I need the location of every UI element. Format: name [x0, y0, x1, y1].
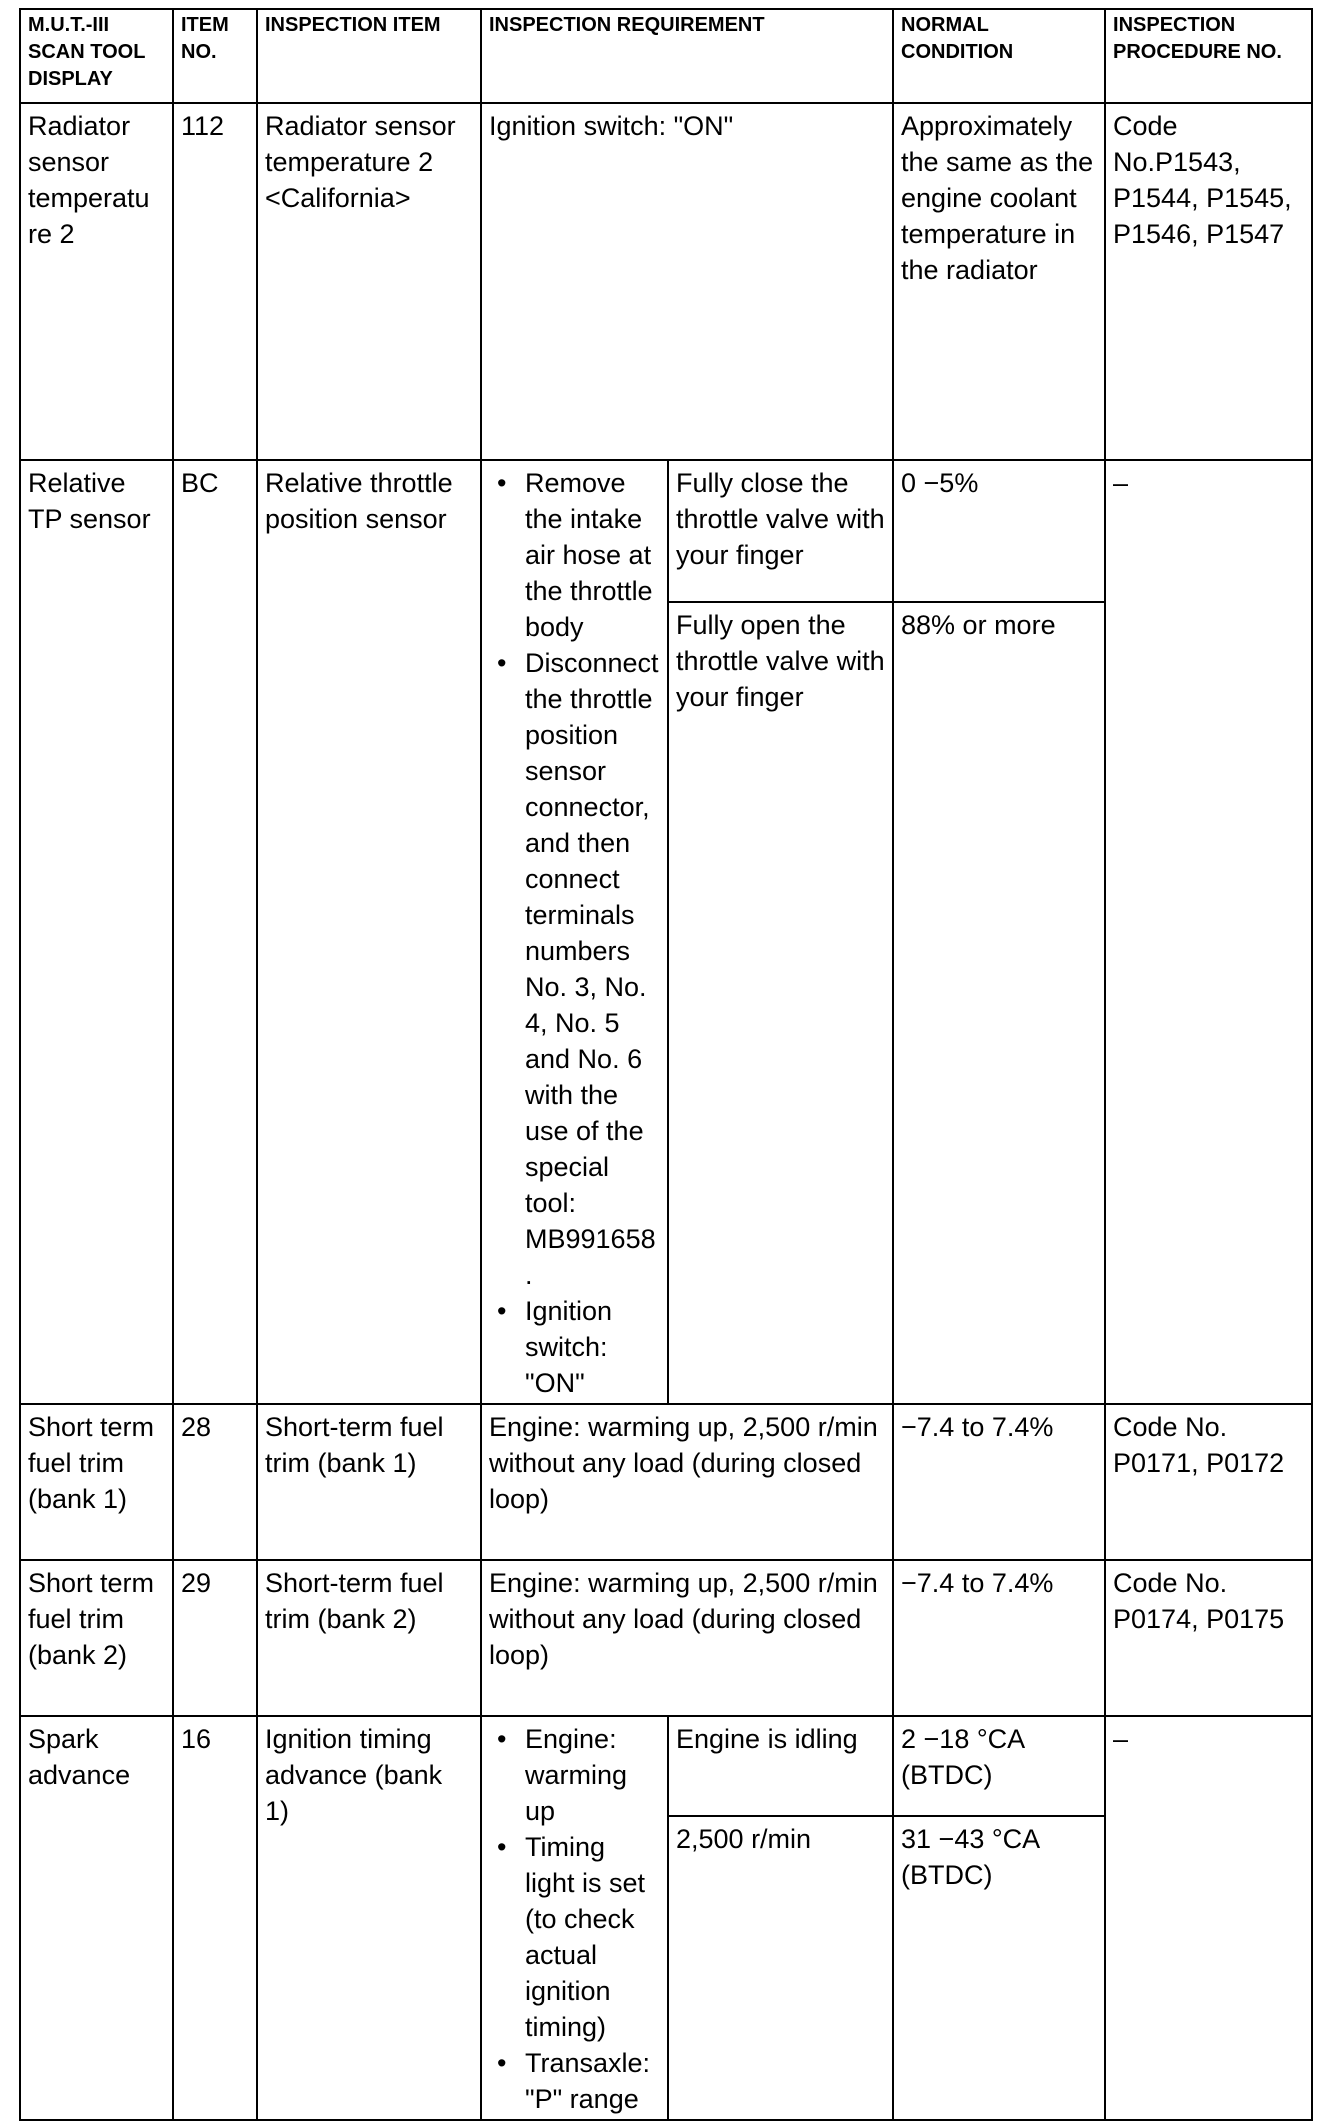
cell-requirement: Engine: warming up, 2,500 r/min without any load (during closed loop)	[481, 1404, 893, 1560]
cell-procedure-no: –	[1105, 1716, 1312, 2120]
cell-procedure-no: Code No. P0171, P0172	[1105, 1404, 1312, 1560]
table-row	[20, 1716, 1312, 1816]
cell-normal-condition: −7.4 to 7.4%	[893, 1560, 1105, 1716]
list-item: • Remove the intake air hose at the throttle body	[525, 465, 660, 645]
header-inspection-item: INSPECTION ITEM	[257, 9, 481, 103]
table-header-row	[20, 9, 1312, 103]
cell-item-no: 28	[173, 1404, 257, 1560]
cell-display: Spark advance	[20, 1716, 173, 2120]
cell-normal-condition: 88% or more	[893, 602, 1105, 1404]
cell-inspection-item: Radiator sensor temperature 2 <California>	[257, 103, 481, 460]
table-row	[20, 103, 1312, 460]
cell-sub-condition: Engine is idling	[668, 1716, 893, 1816]
table-row	[20, 460, 1312, 602]
requirement-list	[489, 1721, 660, 2117]
cell-normal-condition: −7.4 to 7.4%	[893, 1404, 1105, 1560]
list-item: • Engine: warming up	[525, 1721, 660, 1829]
cell-display: Short term fuel trim (bank 2)	[20, 1560, 173, 1716]
cell-procedure-no: Code No. P0174, P0175	[1105, 1560, 1312, 1716]
cell-inspection-item: Short-term fuel trim (bank 1)	[257, 1404, 481, 1560]
cell-normal-condition: Approximately the same as the engine coolant temperature in the radiator	[893, 103, 1105, 460]
cell-sub-condition: 2,500 r/min	[668, 1816, 893, 2120]
cell-normal-condition: 0 −5%	[893, 460, 1105, 602]
cell-sub-condition: Fully open the throttle valve with your finger	[668, 602, 893, 1404]
cell-inspection-item: Ignition timing advance (bank 1)	[257, 1716, 481, 2120]
cell-inspection-item: Relative throttle position sensor	[257, 460, 481, 1404]
cell-normal-condition: 31 −43 °CA (BTDC)	[893, 1816, 1105, 2120]
cell-inspection-item: Short-term fuel trim (bank 2)	[257, 1560, 481, 1716]
list-item: • Transaxle: "P" range	[525, 2045, 660, 2117]
header-inspection-requirement: INSPECTION REQUIREMENT	[481, 9, 893, 103]
cell-item-no: 16	[173, 1716, 257, 2120]
cell-requirement: Ignition switch: "ON"	[481, 103, 893, 460]
cell-display: Short term fuel trim (bank 1)	[20, 1404, 173, 1560]
cell-requirement-bullets	[481, 1716, 668, 2120]
cell-item-no: 29	[173, 1560, 257, 1716]
list-item: • Ignition switch: "ON"	[525, 1293, 660, 1401]
cell-procedure-no: Code No.P1543, P1544, P1545, P1546, P1547	[1105, 103, 1312, 460]
cell-normal-condition: 2 −18 °CA (BTDC)	[893, 1716, 1105, 1816]
cell-display: Relative TP sensor	[20, 460, 173, 1404]
cell-item-no: 112	[173, 103, 257, 460]
cell-procedure-no: –	[1105, 460, 1312, 1404]
cell-item-no: BC	[173, 460, 257, 1404]
header-normal-condition: NORMAL CONDITION	[893, 9, 1105, 103]
table-row	[20, 1560, 1312, 1716]
cell-requirement: Engine: warming up, 2,500 r/min without any load (during closed loop)	[481, 1560, 893, 1716]
list-item: • Timing light is set (to check actual ignition timing)	[525, 1829, 660, 2045]
inspection-table	[19, 8, 1313, 2121]
list-item: • Disconnect the throttle position sensor connector, and then connect terminals numbers No. 3, No. 4, No. 5 and No. 6 with the use of the special tool: MB991658.	[525, 645, 660, 1293]
requirement-list	[489, 465, 660, 1401]
cell-sub-condition: Fully close the throttle valve with your finger	[668, 460, 893, 602]
header-display: M.U.T.-III SCAN TOOL DISPLAY	[20, 9, 173, 103]
header-procedure-no: INSPECTION PROCEDURE NO.	[1105, 9, 1312, 103]
table-row	[20, 1404, 1312, 1560]
header-item-no: ITEM NO.	[173, 9, 257, 103]
cell-requirement-bullets	[481, 460, 668, 1404]
cell-display: Radiator sensor temperatu re 2	[20, 103, 173, 460]
